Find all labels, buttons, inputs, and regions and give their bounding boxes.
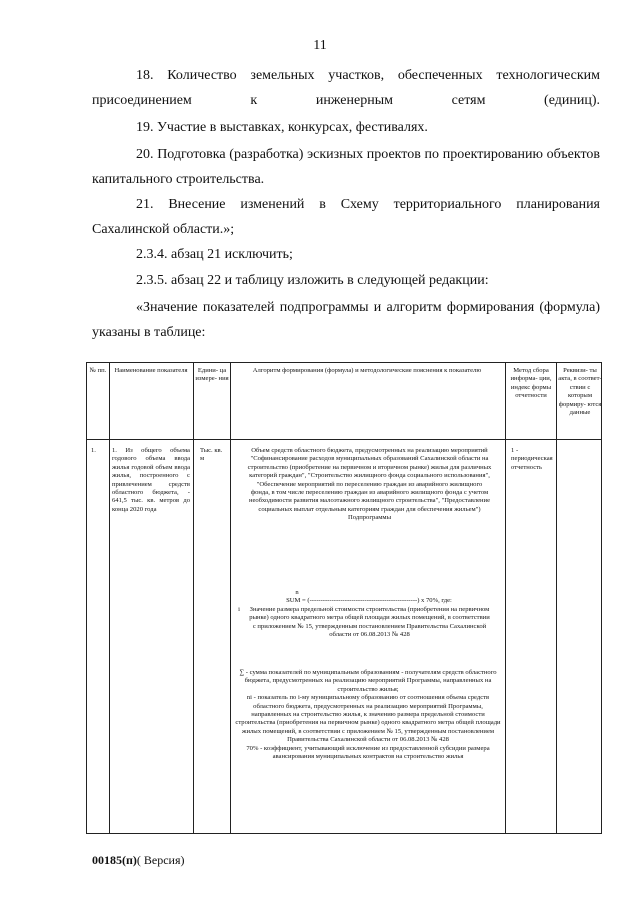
explanation-sum: ∑ - сумма показателей по муниципальным образованиям - получателям средств областного бюджета, предусмотренных на реализацию мероприятий Программы, направленных на строительство жилья;	[239, 669, 497, 693]
formula-sum: SUM = (-------------------------------------------------) х 70%, где:	[286, 597, 452, 604]
page-number: 11	[313, 38, 327, 53]
header-method: Метод сбора информа- ции, индекс формы отчетности	[510, 367, 552, 400]
formula-sum-n: n	[295, 589, 299, 596]
header-algorithm: Алгоритм формирования (формула) и методологические пояснения к показателю	[252, 367, 482, 374]
explanation-coefficient: 70% - коэффициент, учитывающий исключение из предоставленной субсидии размера авансирования муниципальных контрактов на строительство жилья	[246, 744, 490, 761]
footer-version: ( Версия)	[136, 853, 185, 867]
paragraph-234: 2.3.4. абзац 21 исключить;	[136, 247, 293, 262]
paragraph-20: 20. Подготовка (разработка) эскизных проектов по проектированию объектов капитального строительства.	[92, 147, 600, 187]
row-method: 1 - периодическая отчетность	[511, 447, 553, 471]
explanation-ni: ni - показатель по i-му муниципальному образованию от соотношения объема средств областного бюджета, предусмотренных на реализацию мероприятий Программы, направленных на строительство жилья, к значению размера предельной стоимости строительства (приобретения на первичном рынке) одного квадратного метра общей площади жилых помещений, в соответствии с приложением № 15, утвержденным постановлением Правительства Сахалинской области от 06.08.2013 № 428	[235, 694, 501, 744]
header-requisites: Реквизи- ты акта, в соответ- ствии с которым формиру- ются данные	[558, 367, 602, 417]
row-unit: Тыс. кв. м	[200, 447, 223, 463]
paragraph-21: 21. Внесение изменений в Схему территориального планирования Сахалинской области.»;	[92, 197, 600, 237]
row-indicator-name: 1. Из общего объема годового объема ввода жилья годовой объем ввода жилья, построенного с привлечением средств областного бюджета, - 641,5 тыс. кв. метров до конца 2020 года	[112, 447, 190, 513]
formula-explanation	[235, 669, 501, 761]
formula-denominator: Значение размера предельной стоимости строительства (приобретения на первичном рынке) одного квадратного метра общей площади жилых помещений, в соответствии с приложением № 15, утвержденным постановлением Правительства Сахалинской области от 06.08.2013 № 428	[249, 606, 490, 639]
footer-code: 00185(п)	[92, 853, 137, 867]
row-number: 1.	[91, 447, 96, 454]
formula-sum-i: i	[238, 606, 240, 613]
header-unit: Едини- ца измере- ния	[195, 367, 229, 383]
indicators-table	[86, 362, 602, 834]
paragraph-18: 18. Количество земельных участков, обеспеченных технологическим присоединением к инженерным сетям (единиц).	[92, 68, 600, 108]
formula-numerator: Объем средств областного бюджета, предусмотренных на реализацию мероприятий "Софинансирование расходов муниципальных образований Сахалинской области на строительство (приобретение на первичном и вторичном рынке) жилья для различных категорий граждан", "Строительство жилищного фонда социального использования", "Обеспечение мероприятий по переселению граждан из аварийного жилищного фонда, в том числе переселению граждан из аварийного жилищного фонда с учетом необходимости развития малоэтажного жилищного строительства", "Предоставление социальных выплат отдельным категориям граждан для обеспечения жильем") Подпрограммы	[247, 447, 492, 522]
paragraph-table-intro: «Значение показателей подпрограммы и алгоритм формирования (формула) указаны в таблице:	[92, 300, 600, 340]
header-name: Наименование показателя	[114, 367, 188, 374]
paragraph-19: 19. Участие в выставках, конкурсах, фестивалях.	[136, 120, 428, 135]
document-footer	[92, 853, 185, 868]
header-num: № пп.	[89, 367, 107, 374]
paragraph-235: 2.3.5. абзац 22 и таблицу изложить в следующей редакции:	[136, 273, 489, 288]
